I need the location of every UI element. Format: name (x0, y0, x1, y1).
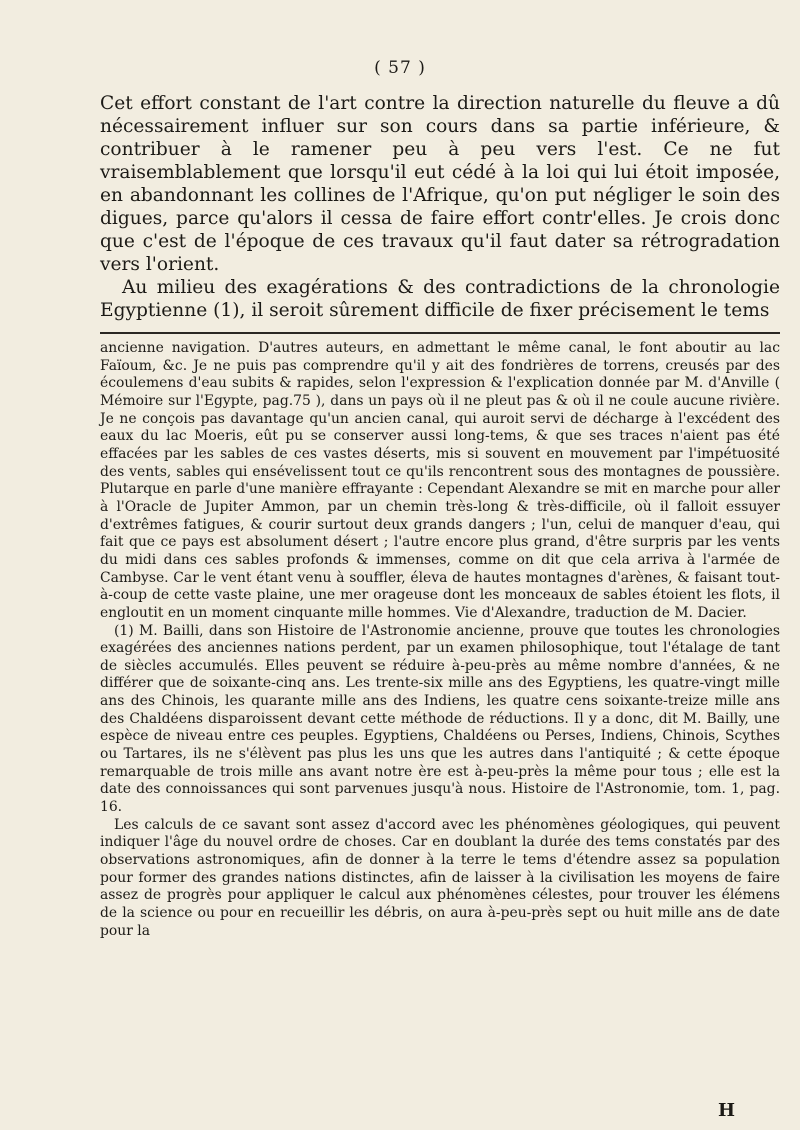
main-paragraph: Cet effort constant de l'art contre la direction naturelle du fleuve a dû nécessairement influer sur son cours dans sa partie inférieure, & contribuer à le ramener peu à peu vers l'est. Ce ne fut vraisemblablement que lorsqu'il eut cédé à la loi qui lui étoit imposée, en abandonnant les collines de l'Afrique, qu'on put négliger le soin des digues, parce qu'alors il cessa de faire effort contr'elles. Je crois donc que c'est de l'époque de ces travaux qu'il faut dater sa rétrogradation vers l'orient. (100, 93, 780, 275)
footnote-separator (100, 332, 780, 334)
footnote-paragraph: (1) M. Bailli, dans son Histoire de l'Astronomie ancienne, prouve que toutes les chronologies exagérées des anciennes nations perdent, par un examen philosophique, tout l'étalage de tant de siècles accumulés. Elles peuvent se réduire à-peu-près au même nombre d'années, & ne différer que de soixante-cinq ans. Les trente-six mille ans des Egyptiens, les quatre-vingt mille ans des Chinois, les quarante mille ans des Indiens, les quatre cens soixante-treize mille ans des Chaldéens disparoissent devant cette méthode de réductions. Il y a donc, dit M. Bailly, une espèce de niveau entre ces peuples. Egyptiens, Chaldéens ou Perses, Indiens, Chinois, Scythes ou Tartares, ils ne s'élèvent pas plus les uns que les autres dans l'antiquité ; & cette époque remarquable de trois mille ans avant notre ère est à-peu-près la même pour tous ; elle est la date des connoissances qui sont parvenues jusqu'à nous. Histoire de l'Astronomie, tom. 1, pag. 16. (100, 622, 780, 816)
main-text (100, 92, 780, 322)
main-paragraph: Au milieu des exagérations & des contradictions de la chronologie Egyptienne (1), il seroit sûrement difficile de fixer précisement le tems (100, 277, 780, 321)
footnote-paragraph: Les calculs de ce savant sont assez d'accord avec les phénomènes géologiques, qui peuvent indiquer l'âge du nouvel ordre de choses. Car en doublant la durée des tems constatés par des observations astronomiques, afin de donner à la terre le tems d'étendre assez sa population pour former des grandes nations distinctes, afin de laisser à la civilisation les moyens de faire assez de progrès pour appliquer le calcul aux phénomènes célestes, pour trouver les élémens de la science ou pour en recueillir les débris, on aura à-peu-près sept ou huit mille ans de date pour la (100, 816, 780, 939)
signature-mark: H (718, 1100, 736, 1121)
page-number: ( 57 ) (374, 58, 426, 78)
footnotes (100, 340, 780, 940)
footnote-paragraph: ancienne navigation. D'autres auteurs, en admettant le même canal, le font aboutir au lac Faïoum, &c. Je ne puis pas comprendre qu'il y ait des fondrières de torrens, creusés par des écoulemens d'eau subits & rapides, selon l'expression & l'explication donnée par M. d'Anville ( Mémoire sur l'Egypte, pag.75 ), dans un pays où il ne pleut pas & où il ne coule aucune rivière. Je ne conçois pas davantage qu'un ancien canal, qui auroit servi de décharge à l'excédent des eaux du lac Moeris, eût pu se conserver aussi long-tems, & que ses traces n'aient pas été effacées par les sables de ces vastes déserts, mis si souvent en mouvement par l'impétuosité des vents, sables qui ensévelissent tout ce qu'ils rencontrent sous des montagnes de poussière. Plutarque en parle d'une manière effrayante : Cependant Alexandre se mit en marche pour aller à l'Oracle de Jupiter Ammon, par un chemin très-long & très-difficile, où il falloit essuyer d'extrêmes fatigues, & courir surtout deux grands dangers ; l'un, celui de manquer d'eau, qui fait que ce pays est absolument désert ; l'autre encore plus grand, d'être surpris par les vents du midi dans ces sables profonds & immenses, comme on dit que cela arriva à l'armée de Cambyse. Car le vent étant venu à souffler, éleva de hautes montagnes d'arènes, & faisant tout-à-coup de cette vaste plaine, une mer orageuse dont les monceaux de sables étoient les flots, il engloutit en un moment cinquante mille hommes. Vie d'Alexandre, traduction de M. Dacier. (100, 340, 780, 621)
